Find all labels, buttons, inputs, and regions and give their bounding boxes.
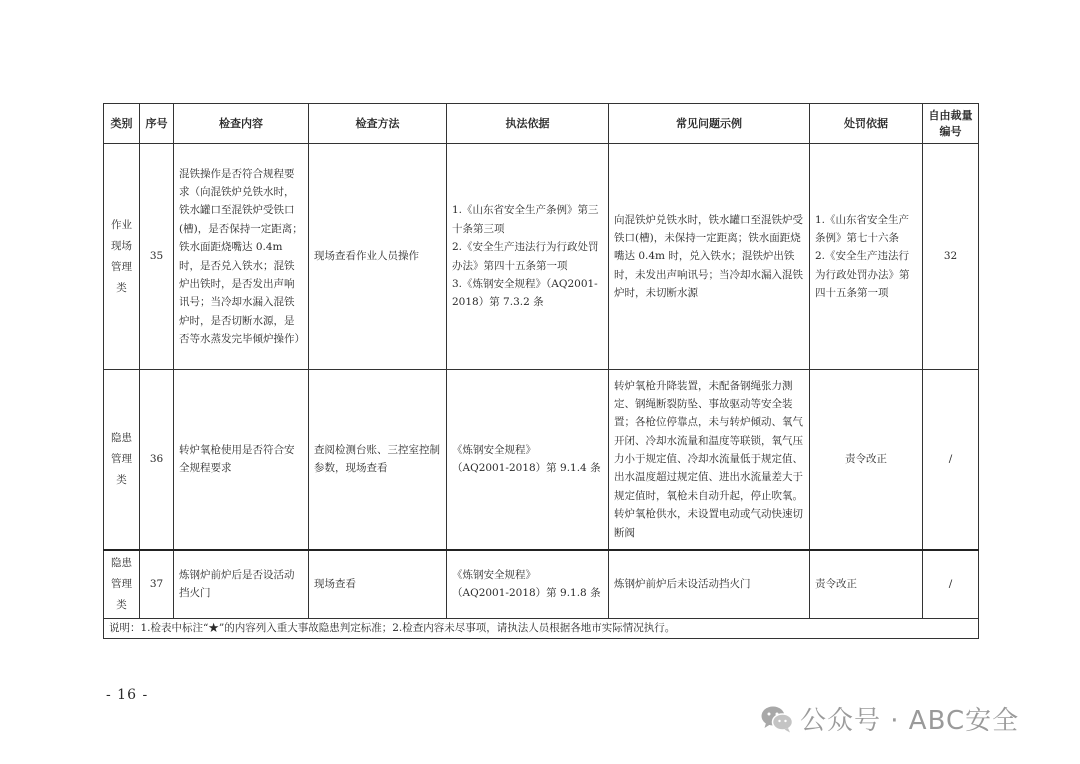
basis-line: （AQ2001-2018）第 9.1.8 条 — [452, 587, 601, 599]
row-method: 查阅检测台账、三控室控制参数，现场查看 — [309, 370, 447, 550]
row-basis — [447, 370, 609, 550]
row-examples: 向混铁炉兑铁水时，铁水罐口至混铁炉受铁口(槽)，未保持一定距离；铁水面距烧嘴达 0.4m 时，兑入铁水；混铁炉出铁时，未发出声响讯号；当冷却水漏入混铁炉时，未切断水源 — [609, 144, 810, 370]
table-row — [104, 144, 979, 370]
basis-line: 1.《山东省安全生产条例》第三十条第三项 — [452, 204, 599, 235]
basis-line: （AQ2001-2018）第 9.1.4 条 — [452, 462, 601, 475]
row-seq: 37 — [140, 550, 174, 619]
row-examples: 炼钢炉前炉后未设活动挡火门 — [609, 550, 810, 619]
basis-line: 3.《炼钢安全规程》（AQ2001-2018）第 7.3.2 条 — [452, 277, 598, 309]
watermark-text: 公众号 · ABC安全 — [800, 706, 1020, 736]
row-seq: 35 — [140, 144, 174, 370]
row-basis — [447, 550, 609, 619]
row-category: 作业现场管理类 — [104, 144, 140, 370]
row-penalty: 责令改正 — [810, 370, 923, 550]
header-penalty: 处罚依据 — [810, 104, 923, 144]
penalty-line: 2.《安全生产违法行为行政处罚办法》第四十五条第一项 — [815, 250, 910, 300]
row-content: 混铁操作是否符合规程要求（向混铁炉兑铁水时，铁水罐口至混铁炉受铁口(槽)，是否保持一定距离；铁水面距烧嘴达 0.4m 时，是否兑入铁水；混铁炉出铁时，是否发出声响讯号；当冷却水漏入混铁炉时，是否切断水源，是否等水蒸发完毕倾炉操作） — [174, 144, 309, 370]
row-category: 隐患管理类 — [104, 550, 140, 619]
row-discretion: / — [923, 550, 979, 619]
row-method: 现场查看 — [309, 550, 447, 619]
row-discretion: 32 — [923, 144, 979, 370]
penalty-line: 1.《山东省安全生产条例》第七十六条 — [815, 213, 910, 244]
table-note-row — [104, 618, 979, 639]
table-row — [104, 370, 979, 550]
row-content: 转炉氧枪使用是否符合安全规程要求 — [174, 370, 309, 550]
row-penalty — [810, 144, 923, 370]
header-examples: 常见问题示例 — [609, 104, 810, 144]
header-method: 检查方法 — [309, 104, 447, 144]
basis-line: 《炼钢安全规程》 — [452, 443, 536, 456]
header-content: 检查内容 — [174, 104, 309, 144]
row-discretion: / — [923, 370, 979, 550]
basis-line: 2.《安全生产违法行为行政处罚办法》第四十五条第一项 — [452, 241, 599, 272]
table-note: 说明：1.检表中标注“★”的内容列入重大事故隐患判定标准；2.检查内容未尽事项，请执法人员根据各地市实际情况执行。 — [104, 618, 979, 639]
table-row — [104, 550, 979, 619]
header-discretion: 自由裁量编号 — [923, 104, 979, 144]
row-seq: 36 — [140, 370, 174, 550]
basis-line: 《炼钢安全规程》 — [452, 568, 536, 581]
row-content: 炼钢炉前炉后是否设活动挡火门 — [174, 550, 309, 619]
header-category: 类别 — [104, 104, 140, 144]
row-examples: 转炉氧枪升降装置，未配备钢绳张力测定、钢绳断裂防坠、事故驱动等安全装置；各枪位停靠点，未与转炉倾动、氧气开闭、冷却水流量和温度等联锁，氧气压力小于规定值、冷却水流量低于规定值、出水温度超过规定值、进出水流量差大于规定值时，氧枪未自动升起，停止吹氧。转炉氧枪供水，未设置电动或气动快速切断阀 — [609, 370, 810, 550]
watermark — [760, 700, 1019, 737]
row-category: 隐患管理类 — [104, 370, 140, 550]
row-basis — [447, 144, 609, 370]
header-seq: 序号 — [140, 104, 174, 144]
inspection-table — [103, 103, 979, 639]
header-basis: 执法依据 — [447, 104, 609, 144]
row-penalty: 责令改正 — [810, 550, 923, 619]
table-header-row — [104, 104, 979, 144]
page-number: - 16 - — [106, 687, 149, 703]
row-method: 现场查看作业人员操作 — [309, 144, 447, 370]
wechat-icon — [760, 704, 794, 734]
